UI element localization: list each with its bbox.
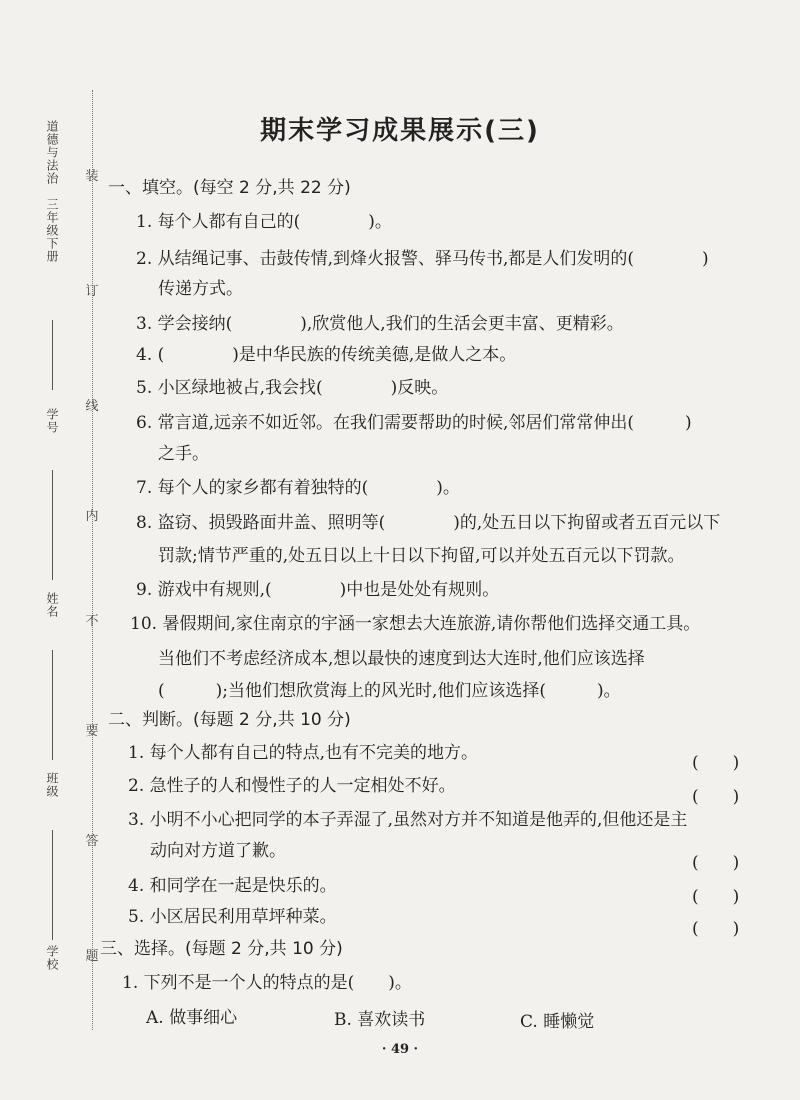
question-text: 2. 急性子的人和慢性子的人一定相处不好。	[128, 776, 456, 796]
choice-option-b[interactable]: B. 喜欢读书	[334, 1010, 426, 1030]
question-text: 罚款;情节严重的,处五日以上十日以下拘留,可以并处五百元以下罚款。	[158, 546, 685, 566]
question-text: ( );当他们想欣赏海上的风光时,他们应该选择( )。	[158, 681, 621, 701]
question-text: 4. ( )是中华民族的传统美德,是做人之本。	[136, 345, 517, 365]
margin-subject: 道德与法治 三年级下册	[45, 120, 59, 263]
binding-dotted-line	[92, 90, 93, 1030]
field-rule	[52, 830, 53, 940]
binding-char: 题	[85, 949, 99, 964]
section-heading: 二、判断。(每题 2 分,共 10 分)	[108, 710, 351, 730]
choice-option-c[interactable]: C. 睡懒觉	[520, 1012, 595, 1032]
binding-char: 内	[85, 509, 99, 524]
question-text: 当他们不考虑经济成本,想以最快的速度到达大连时,他们应该选择	[158, 649, 645, 669]
margin-field-student-number: 学号	[45, 408, 59, 434]
page-number: · 49 ·	[381, 1042, 419, 1057]
section-heading: 三、选择。(每题 2 分,共 10 分)	[100, 939, 343, 959]
answer-blank[interactable]: ( )	[692, 787, 740, 807]
question-text: 6. 常言道,远亲不如近邻。在我们需要帮助的时候,邻居们常常伸出( )	[136, 413, 692, 433]
question-text: 2. 从结绳记事、击鼓传情,到烽火报警、驿马传书,都是人们发明的( )	[136, 249, 709, 269]
question-text: 之手。	[158, 444, 209, 464]
binding-char: 装	[85, 169, 99, 184]
section-heading: 一、填空。(每空 2 分,共 22 分)	[108, 178, 351, 198]
binding-char: 答	[85, 834, 99, 849]
margin-field-class: 班级	[45, 772, 59, 798]
question-text: 5. 小区居民利用草坪种菜。	[128, 907, 337, 927]
field-rule	[52, 650, 53, 760]
margin-field-name: 姓名	[45, 592, 59, 618]
answer-blank[interactable]: ( )	[692, 919, 740, 939]
question-text: 9. 游戏中有规则,( )中也是处处有规则。	[136, 580, 500, 600]
binding-char: 订	[85, 284, 99, 299]
choice-option-a[interactable]: A. 做事细心	[146, 1008, 238, 1028]
answer-blank[interactable]: ( )	[692, 853, 740, 873]
question-text: 5. 小区绿地被占,我会找( )反映。	[136, 378, 449, 398]
answer-blank[interactable]: ( )	[692, 753, 740, 773]
page-title: 期末学习成果展示(三)	[260, 116, 540, 146]
binding-char: 线	[85, 399, 99, 414]
field-rule	[52, 470, 53, 580]
margin-field-school: 学校	[45, 945, 59, 971]
question-text: 4. 和同学在一起是快乐的。	[128, 876, 337, 896]
question-text: 1. 下列不是一个人的特点的是( )。	[122, 973, 412, 993]
question-text: 1. 每个人都有自己的( )。	[136, 212, 392, 232]
question-text: 3. 学会接纳( ),欣赏他人,我们的生活会更丰富、更精彩。	[136, 314, 624, 334]
question-text: 10. 暑假期间,家住南京的宇涵一家想去大连旅游,请你帮他们选择交通工具。	[130, 614, 701, 634]
question-text: 传递方式。	[158, 279, 243, 299]
binding-char: 不	[85, 614, 99, 629]
binding-char: 要	[85, 724, 99, 739]
question-text: 动向对方道了歉。	[150, 841, 286, 861]
answer-blank[interactable]: ( )	[692, 887, 740, 907]
question-text: 1. 每个人都有自己的特点,也有不完美的地方。	[128, 743, 479, 763]
field-rule	[52, 320, 53, 390]
question-text: 8. 盗窃、损毁路面井盖、照明等( )的,处五日以下拘留或者五百元以下	[136, 513, 721, 533]
question-text: 7. 每个人的家乡都有着独特的( )。	[136, 478, 460, 498]
question-text: 3. 小明不小心把同学的本子弄湿了,虽然对方并不知道是他弄的,但他还是主	[128, 810, 688, 830]
